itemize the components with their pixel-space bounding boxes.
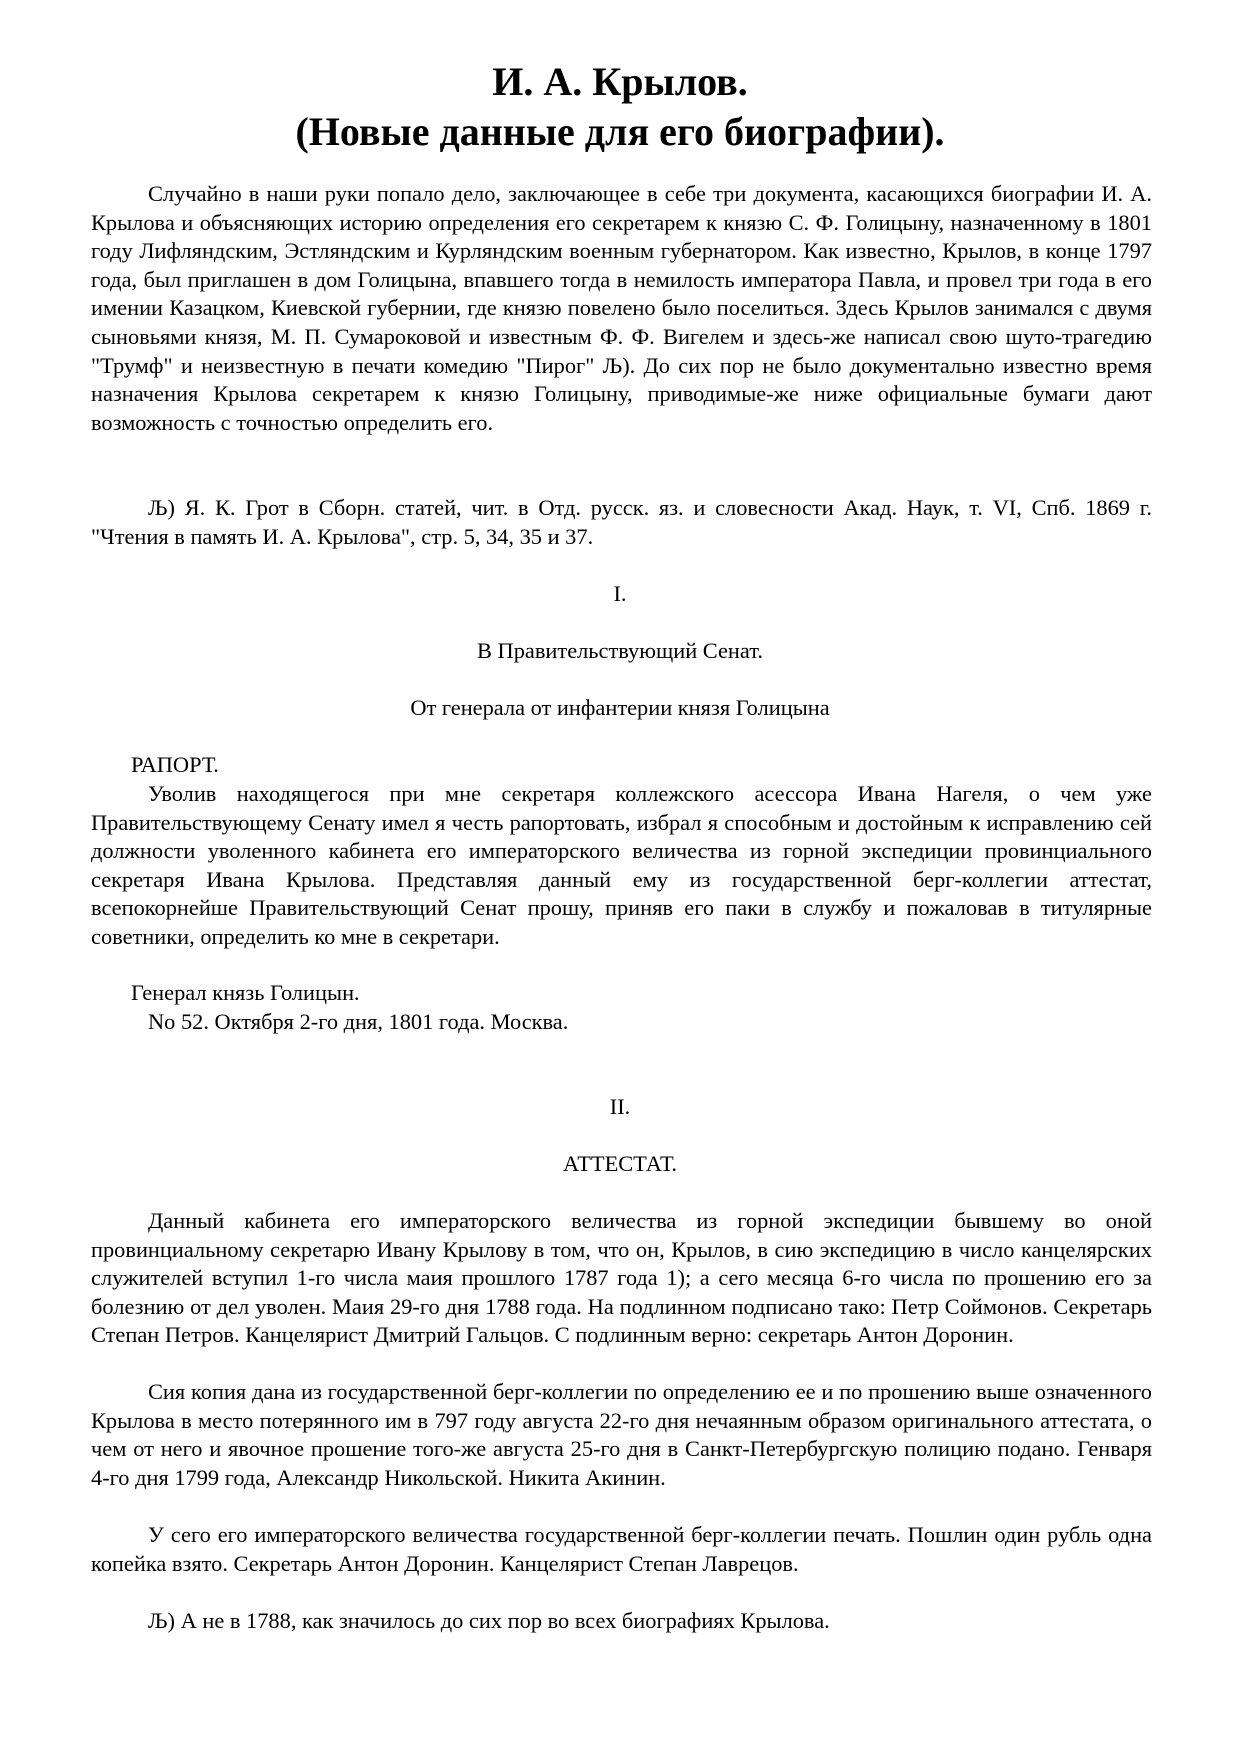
doc1-heading: РАПОРТ. (131, 752, 219, 777)
doc2-heading: АТТЕСТАТ. (563, 1151, 677, 1176)
doc1-text: Уволив находящегося при мне секретаря коллежского асессора Ивана Нагеля, о чем уже Правительствующему Сенату имел я честь рапортовать, избрал я способным и достойным к исправлению сей должности уволенного кабинета его императорского величества из горной экспедиции провинциального секретаря Ивана Крылова. Представляя данный ему из государственной берг-коллегии аттестат, всепокорнейше Правительствующий Сенат прошу, приняв его паки в службу и пожаловав в титулярные советники, определить ко мне в секретари. (91, 781, 1152, 949)
title-line-1: И. А. Крылов. (492, 59, 748, 104)
doc1-sender: От генерала от инфантерии князя Голицына (410, 695, 830, 720)
doc2-paragraph-3: У сего его императорского величества государственной берг-коллегии печать. Пошлин один рубль одна копейка взято. Секретарь Антон Доронин. Канцелярист Степан Лаврецов. (91, 1522, 1152, 1576)
doc2-footnote: Љ) А не в 1788, как значилось до сих пор во всех биографиях Крылова. (148, 1608, 830, 1633)
doc2-paragraph-1: Данный кабинета его императорского величества из горной экспедиции бывшему во оной провинциальному секретарю Ивану Крылову в том, что он, Крылов, в сию экспедицию в число канцелярских служителей вступил 1-го числа маия прошлого 1787 года 1); а сего месяца 6-го числа по прошению его за болезнию от дел уволен. Маия 29-го дня 1788 года. На подлинном подписано тако: Петр Соймонов. Секретарь Степан Петров. Канцелярист Дмитрий Гальцов. С подлинным верно: секретарь Антон Доронин. (91, 1208, 1152, 1348)
doc2-paragraph-2: Сия копия дана из государственной берг-коллегии по определению ее и по прошению выше означенного Крылова в место потерянного им в 797 году августа 22-го дня нечаянным образом оригинального аттестата, о чем от него и явочное прошение того-же августа 25-го дня в Санкт-Петербургскую полицию подано. Генваря 4-го дня 1799 года, Александр Никольской. Никита Акинин. (91, 1379, 1152, 1490)
title-line-2: (Новые данные для его биографии). (295, 109, 945, 154)
intro-footnote: Љ) Я. К. Грот в Сборн. статей, чит. в Отд. русск. яз. и словесности Акад. Наук, т. VI, Спб. 1869 г. "Чтения в память И. А. Крылова", стр. 5, 34, 35 и 37. (91, 495, 1152, 549)
doc2-numeral: II. (609, 1094, 631, 1119)
intro-paragraph: Случайно в наши руки попало дело, заключающее в себе три документа, касающихся биографии И. А. Крылова и объясняющих историю определения его секретарем к князю С. Ф. Голицыну, назначенному в 1801 году Лифляндским, Эстляндским и Курляндским военным губернатором. Как известно, Крылов, в конце 1797 года, был приглашен в дом Голицына, впавшего тогда в немилость императора Павла, и провел три года в его имении Казацком, Киевской губернии, где князю повелено было поселиться. Здесь Крылов занимался с двумя сыновьями князя, М. П. Сумароковой и известным Ф. Ф. Вигелем и здесь-же написал свою шуто-трагедию "Трумф" и неизвестную в печати комедию "Пирог" Љ). До сих пор не было документально известно время назначения Крылова секретарем к князю Голицыну, приводимые-же ниже официальные бумаги дают возможность с точностью определить его. (91, 181, 1152, 435)
doc1-numeral: I. (613, 581, 627, 606)
doc1-date-line: No 52. Октября 2-го дня, 1801 года. Москва. (148, 1009, 569, 1034)
doc1-signature: Генерал князь Голицын. (131, 980, 360, 1005)
doc1-addressee: В Правительствующий Сенат. (477, 638, 763, 663)
